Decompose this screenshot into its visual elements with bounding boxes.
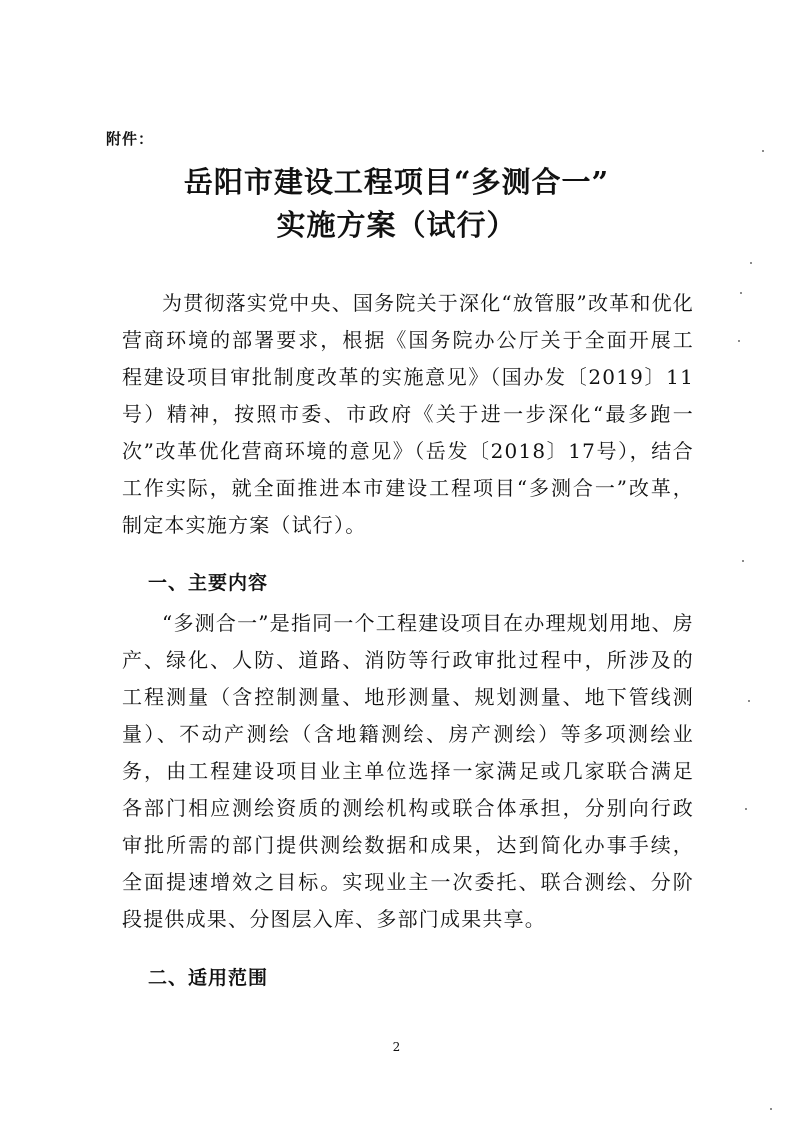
scan-speck bbox=[762, 150, 764, 152]
section-1-paragraph: “多测合一”是指同一个工程建设项目在办理规划用地、房产、绿化、人防、道路、消防等行政审批过程中，所涉及的工程测量（含控制测量、地形测量、规划测量、地下管线测量）、不动产测绘（含地籍测绘、房产测绘）等多项测绘业务，由工程建设项目业主单位选择一家满足或几家联合满足各部门相应测绘资质的测绘机构或联合体承担，分别向行政审批所需的部门提供测绘数据和成果，达到简化办事手续，全面提速增效之目标。实现业主一次委托、联合测绘、分阶段提供成果、分图层入库、多部门成果共享。 bbox=[122, 611, 694, 931]
scan-speck bbox=[745, 808, 747, 810]
document-title-line-1: 岳阳市建设工程项目“多测合一” bbox=[183, 165, 610, 199]
scan-speck bbox=[770, 1108, 772, 1110]
section-1-heading: 一、主要内容 bbox=[148, 572, 269, 594]
scan-speck bbox=[750, 262, 752, 264]
scan-speck bbox=[738, 340, 740, 342]
attachment-label: 附件： bbox=[106, 130, 155, 148]
scan-speck bbox=[740, 292, 742, 294]
scan-speck bbox=[748, 700, 750, 702]
section-2-heading: 二、适用范围 bbox=[148, 967, 269, 989]
intro-paragraph: 为贯彻落实党中央、国务院关于深化“放管服”改革和优化营商环境的部署要求，根据《国务院办公厅关于全面开展工程建设项目审批制度改革的实施意见》（国办发〔2019〕11号）精神，按照市委、市政府《关于进一步深化“最多跑一次”改革优化营商环境的意见》（岳发〔2018〕17号），结合工作实际，就全面推进本市建设工程项目“多测合一”改革，制定本实施方案（试行）。 bbox=[122, 291, 694, 537]
page-number: 2 bbox=[392, 1040, 401, 1054]
document-title-line-2: 实施方案（试行） bbox=[276, 208, 517, 242]
scan-speck bbox=[742, 560, 744, 562]
